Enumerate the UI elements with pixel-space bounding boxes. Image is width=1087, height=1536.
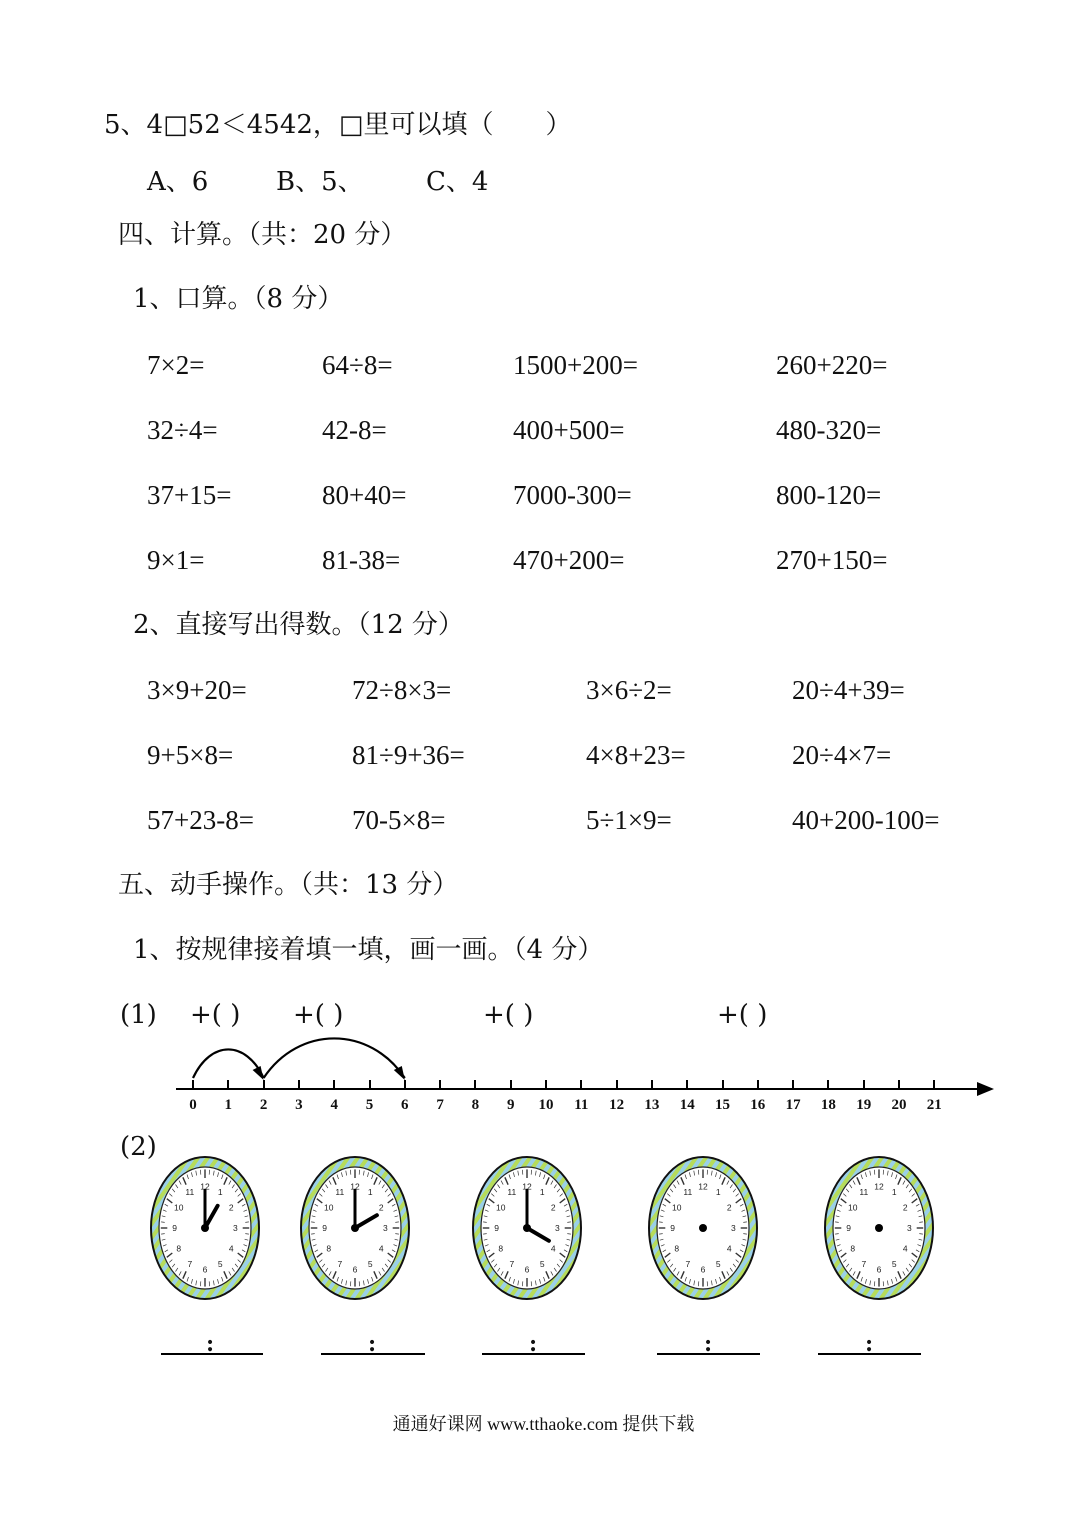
- mental-math-item: 42-8=: [322, 415, 387, 445]
- calc-item: 5÷1×9=: [586, 805, 672, 835]
- jump-arrow: [193, 1049, 264, 1078]
- mental-math-item: 64÷8=: [322, 350, 393, 380]
- calc-item: 9+5×8=: [147, 740, 234, 770]
- svg-text:3: 3: [383, 1223, 388, 1233]
- calc-item: 4×8+23=: [586, 740, 686, 770]
- number-line-label: 11: [574, 1097, 589, 1113]
- number-line-label: 7: [436, 1097, 444, 1113]
- number-line-label: 2: [259, 1097, 268, 1113]
- svg-text:11: 11: [185, 1187, 195, 1198]
- svg-text:9: 9: [172, 1223, 177, 1233]
- svg-text:1: 1: [217, 1187, 223, 1198]
- number-line-tick: [898, 1080, 900, 1089]
- option-c: C、4: [426, 167, 489, 197]
- svg-text:5: 5: [539, 1258, 545, 1269]
- svg-text:5: 5: [217, 1258, 223, 1269]
- sub-2-label: (2): [120, 1132, 157, 1162]
- mental-math-item: 400+500=: [513, 415, 625, 445]
- number-line-label: 9: [506, 1097, 515, 1113]
- number-line-label: 20: [891, 1097, 907, 1113]
- svg-text:12: 12: [200, 1181, 210, 1192]
- number-line-label: 17: [785, 1097, 801, 1113]
- number-line-tick: [827, 1080, 829, 1089]
- plus-label: +( ): [293, 1000, 344, 1030]
- svg-text:10: 10: [173, 1202, 184, 1213]
- clock-face-icon: [467, 1148, 587, 1308]
- svg-text:7: 7: [685, 1258, 691, 1269]
- svg-text:10: 10: [671, 1202, 682, 1213]
- calc-item: 40+200-100=: [792, 805, 940, 835]
- number-line-tick: [298, 1080, 300, 1089]
- svg-text:3: 3: [731, 1223, 736, 1233]
- sub-1-label: (1): [120, 1000, 157, 1030]
- svg-text:4: 4: [726, 1243, 732, 1254]
- svg-text:6: 6: [524, 1264, 530, 1275]
- number-line-tick: [686, 1080, 688, 1089]
- clock-face-icon: [643, 1148, 763, 1308]
- svg-text:2: 2: [902, 1202, 908, 1213]
- number-line-label: 3: [295, 1097, 303, 1113]
- number-line-label: 16: [750, 1097, 766, 1113]
- svg-text:2: 2: [726, 1202, 732, 1213]
- part-5-1-title: 1、按规律接着填一填，画一画。（4 分）: [133, 935, 604, 965]
- svg-text:7: 7: [337, 1258, 343, 1269]
- clock-face-icon: [295, 1148, 415, 1308]
- clock-face-icon: [819, 1148, 939, 1308]
- calc-item: 70-5×8=: [352, 805, 446, 835]
- svg-text:6: 6: [352, 1264, 358, 1275]
- svg-text:9: 9: [846, 1223, 851, 1233]
- number-line-label: 5: [365, 1097, 374, 1113]
- calc-item: 3×6÷2=: [586, 675, 672, 705]
- mental-math-item: 37+15=: [147, 480, 232, 510]
- mental-math-item: 470+200=: [513, 545, 625, 575]
- number-line-tick: [545, 1080, 547, 1089]
- svg-text:6: 6: [876, 1264, 882, 1275]
- calc-item: 81÷9+36=: [352, 740, 465, 770]
- svg-text:4: 4: [228, 1243, 234, 1254]
- svg-text:2: 2: [378, 1202, 384, 1213]
- mental-math-item: 9×1=: [147, 545, 205, 575]
- svg-text:11: 11: [507, 1187, 517, 1198]
- svg-text:7: 7: [509, 1258, 515, 1269]
- svg-text:1: 1: [539, 1187, 545, 1198]
- svg-text:8: 8: [674, 1243, 680, 1254]
- number-line-tick: [722, 1080, 724, 1089]
- jump-arrowhead: [253, 1066, 264, 1080]
- svg-text:2: 2: [228, 1202, 234, 1213]
- mental-math-item: 80+40=: [322, 480, 407, 510]
- number-line-tick: [510, 1080, 512, 1089]
- number-line-tick: [933, 1080, 935, 1089]
- number-line-label: 6: [401, 1097, 409, 1113]
- svg-text:3: 3: [233, 1223, 238, 1233]
- svg-text:8: 8: [850, 1243, 856, 1254]
- svg-text:1: 1: [367, 1187, 373, 1198]
- number-line-label: 19: [856, 1097, 872, 1113]
- number-line-label: 4: [330, 1097, 338, 1113]
- svg-text:11: 11: [859, 1187, 869, 1198]
- svg-text:9: 9: [494, 1223, 499, 1233]
- svg-text:4: 4: [550, 1243, 556, 1254]
- number-line-label: 12: [609, 1097, 625, 1113]
- clock-face-icon: [145, 1148, 265, 1308]
- mental-math-item: 480-320=: [776, 415, 882, 445]
- svg-text:7: 7: [187, 1258, 193, 1269]
- number-line-tick: [757, 1080, 759, 1089]
- footer-credit: 通通好课网 www.tthaoke.com 提供下载: [392, 1414, 695, 1434]
- number-line-tick: [863, 1080, 865, 1089]
- number-line-tick: [474, 1080, 476, 1089]
- question-5: 5、4□52＜4542，□里可以填（ ）: [104, 110, 572, 140]
- number-line-label: 13: [644, 1097, 660, 1113]
- number-line-tick: [192, 1080, 194, 1089]
- mental-math-item: 7000-300=: [513, 480, 632, 510]
- plus-label: +( ): [190, 1000, 241, 1030]
- number-line-tick: [651, 1080, 653, 1089]
- svg-text:10: 10: [323, 1202, 334, 1213]
- number-line-tick: [263, 1080, 265, 1089]
- svg-text:10: 10: [495, 1202, 506, 1213]
- mental-math-item: 81-38=: [322, 545, 401, 575]
- calc-item: 3×9+20=: [147, 675, 247, 705]
- number-line-label: 21: [926, 1097, 942, 1113]
- number-line-tick: [404, 1080, 406, 1089]
- answer-colon: :: [206, 1331, 215, 1357]
- svg-text:4: 4: [378, 1243, 384, 1254]
- answer-colon: :: [704, 1331, 713, 1357]
- calc-item: 20÷4+39=: [792, 675, 905, 705]
- svg-text:7: 7: [861, 1258, 867, 1269]
- svg-text:9: 9: [670, 1223, 675, 1233]
- part-2-title: 2、直接写出得数。（12 分）: [133, 610, 464, 640]
- answer-colon: :: [529, 1331, 538, 1357]
- svg-text:8: 8: [176, 1243, 182, 1254]
- svg-text:1: 1: [891, 1187, 897, 1198]
- jump-arrowhead: [394, 1066, 405, 1080]
- mental-math-item: 800-120=: [776, 480, 882, 510]
- svg-text:5: 5: [891, 1258, 897, 1269]
- number-line-label: 8: [471, 1097, 480, 1113]
- svg-text:1: 1: [715, 1187, 721, 1198]
- section-5-title: 五、动手操作。（共：13 分）: [118, 870, 459, 900]
- svg-text:6: 6: [202, 1264, 208, 1275]
- mental-math-item: 270+150=: [776, 545, 888, 575]
- svg-text:11: 11: [683, 1187, 693, 1198]
- svg-text:3: 3: [555, 1223, 560, 1233]
- svg-text:3: 3: [907, 1223, 912, 1233]
- svg-text:8: 8: [498, 1243, 504, 1254]
- number-line-label: 18: [820, 1097, 836, 1113]
- svg-text:12: 12: [522, 1181, 532, 1192]
- calc-item: 57+23-8=: [147, 805, 254, 835]
- number-line-tick: [369, 1080, 371, 1089]
- plus-label: +( ): [483, 1000, 534, 1030]
- option-a: A、6: [147, 167, 209, 197]
- number-line-tick: [333, 1080, 335, 1089]
- mental-math-item: 260+220=: [776, 350, 888, 380]
- answer-colon: :: [368, 1331, 377, 1357]
- svg-text:4: 4: [902, 1243, 908, 1254]
- svg-text:8: 8: [326, 1243, 332, 1254]
- svg-text:9: 9: [322, 1223, 327, 1233]
- mental-math-item: 1500+200=: [513, 350, 638, 380]
- svg-text:6: 6: [700, 1264, 706, 1275]
- number-line-tick: [580, 1080, 582, 1089]
- part-1-title: 1、口算。（8 分）: [133, 284, 344, 314]
- calc-item: 72÷8×3=: [352, 675, 452, 705]
- number-line-label: 0: [189, 1097, 197, 1113]
- number-line-label: 14: [679, 1097, 695, 1113]
- svg-text:5: 5: [367, 1258, 373, 1269]
- number-line-tick: [792, 1080, 794, 1089]
- section-4-title: 四、计算。（共：20 分）: [118, 220, 407, 250]
- number-line-label: 10: [538, 1097, 554, 1113]
- svg-text:12: 12: [350, 1181, 360, 1192]
- number-line-label: 15: [715, 1097, 730, 1113]
- option-b: B、5、: [276, 167, 364, 197]
- mental-math-item: 7×2=: [147, 350, 205, 380]
- number-line-tick: [227, 1080, 229, 1089]
- number-line-tick: [616, 1080, 618, 1089]
- plus-label: +( ): [717, 1000, 768, 1030]
- axis-arrow: [977, 1082, 994, 1096]
- svg-text:11: 11: [335, 1187, 345, 1198]
- svg-text:2: 2: [550, 1202, 556, 1213]
- answer-colon: :: [865, 1331, 874, 1357]
- svg-text:10: 10: [847, 1202, 858, 1213]
- svg-text:12: 12: [874, 1181, 884, 1192]
- svg-text:12: 12: [698, 1181, 708, 1192]
- calc-item: 20÷4×7=: [792, 740, 892, 770]
- number-line-tick: [439, 1080, 441, 1089]
- svg-text:5: 5: [715, 1258, 721, 1269]
- mental-math-item: 32÷4=: [147, 415, 218, 445]
- number-line-label: 1: [224, 1097, 233, 1113]
- jump-arrow: [264, 1038, 405, 1078]
